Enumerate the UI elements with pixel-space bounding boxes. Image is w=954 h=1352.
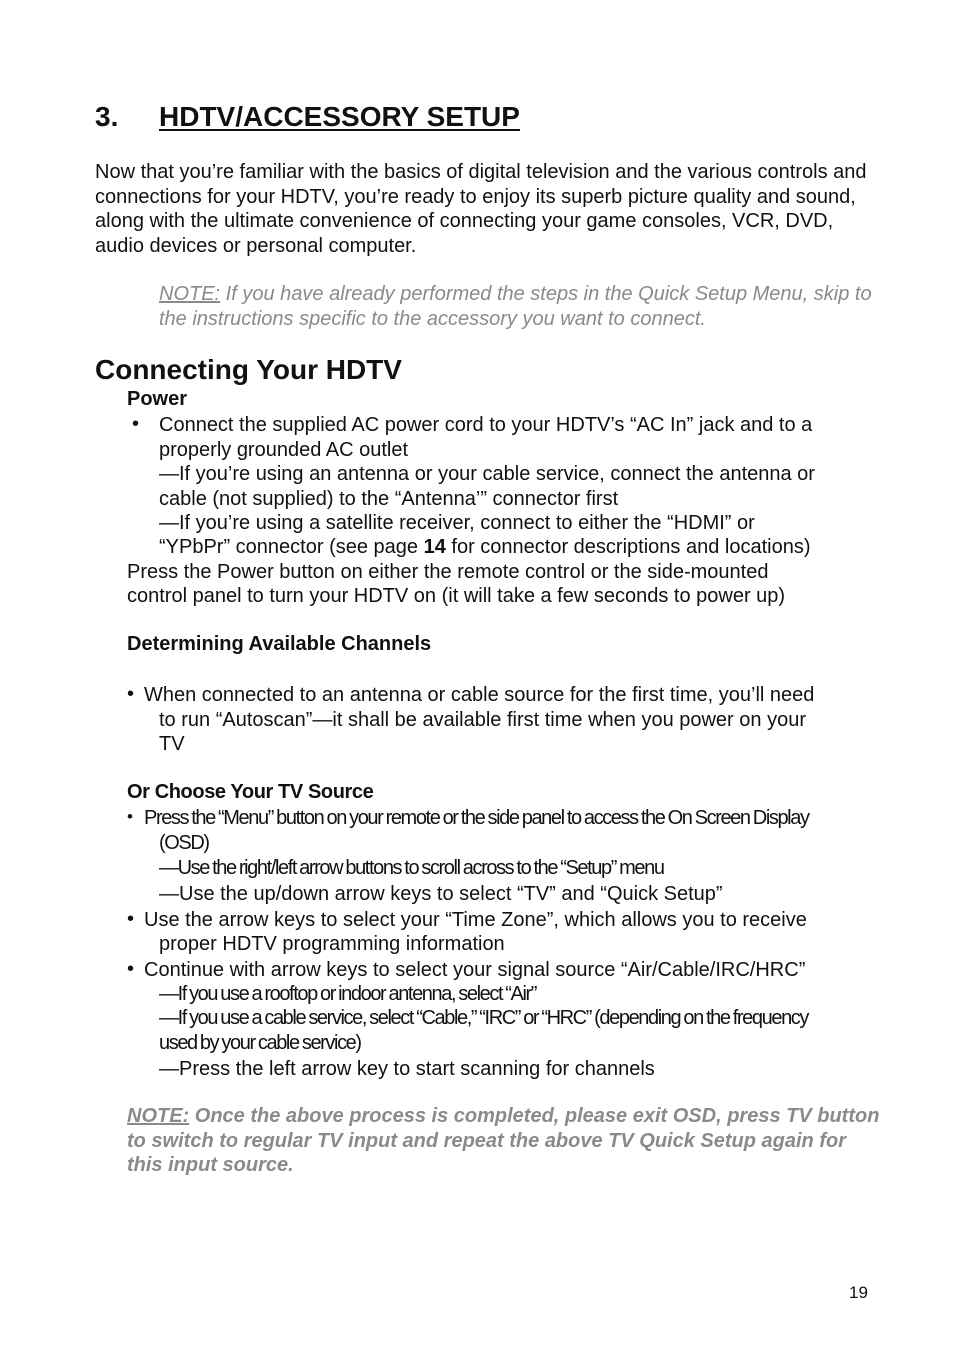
- page-reference: 14: [423, 536, 446, 558]
- press-power-line: Press the Power button on either the remote control or the side-mounted: [127, 561, 769, 583]
- power-line: —If you’re using an antenna or your cable service, connect the antenna or: [159, 463, 815, 485]
- power-heading: Power: [127, 388, 188, 410]
- bullet-icon: •: [132, 413, 140, 435]
- source-line: —Use the up/down arrow keys to select “TV” and “Quick Setup”: [159, 883, 723, 905]
- page-number: 19: [849, 1283, 868, 1302]
- note-exit-osd: [127, 1104, 887, 1178]
- bullet-icon: •: [127, 958, 135, 980]
- power-line: —If you’re using a satellite receiver, connect to either the “HDMI” or: [159, 512, 755, 534]
- power-line: cable (not supplied) to the “Antenna’” connector first: [159, 488, 619, 510]
- chapter-title: [95, 101, 520, 133]
- source-line: —Use the right/left arrow buttons to scroll across to the “Setup” menu: [159, 857, 664, 879]
- signal-source-line: —If you use a cable service, select “Cable,” “IRC” or “HRC” (depending on the frequency: [159, 1007, 808, 1029]
- bullet-icon: •: [127, 908, 135, 930]
- note-label: NOTE:: [127, 1105, 190, 1127]
- channels-line: to run “Autoscan”—it shall be available first time when you power on your: [159, 709, 806, 731]
- source-heading: Or Choose Your TV Source: [127, 781, 374, 803]
- bullet-icon: •: [127, 683, 135, 705]
- note-text: Once the above process is completed, please exit OSD, press TV button to switch to regular TV input and repeat the above TV Quick Setup again for this input source.: [127, 1105, 880, 1176]
- signal-source-line: used by your cable service): [159, 1032, 361, 1054]
- channels-line: TV: [159, 733, 185, 755]
- bullet-icon: •: [127, 807, 133, 826]
- signal-source-line: Continue with arrow keys to select your signal source “Air/Cable/IRC/HRC”: [144, 959, 806, 981]
- channels-heading: Determining Available Channels: [127, 633, 432, 655]
- time-zone-line: proper HDTV programming information: [159, 933, 505, 955]
- source-line: Press the “Menu” button on your remote or the side panel to access the On Screen Display: [144, 807, 809, 829]
- chapter-title-text: HDTV/ACCESSORY SETUP: [159, 101, 520, 132]
- note-quick-setup: [159, 282, 879, 331]
- signal-source-line: —Press the left arrow key to start scanning for channels: [159, 1058, 655, 1080]
- source-line: (OSD): [159, 832, 209, 854]
- channels-line: When connected to an antenna or cable source for the first time, you’ll need: [144, 684, 815, 706]
- time-zone-line: Use the arrow keys to select your “Time Zone”, which allows you to receive: [144, 909, 807, 931]
- section-title: Connecting Your HDTV: [95, 354, 402, 385]
- power-line: Connect the supplied AC power cord to your HDTV’s “AC In” jack and to a: [159, 414, 813, 436]
- power-line: properly grounded AC outlet: [159, 439, 409, 461]
- press-power-line: control panel to turn your HDTV on (it will take a few seconds to power up): [127, 585, 786, 607]
- signal-source-line: —If you use a rooftop or indoor antenna, select “Air”: [159, 983, 537, 1005]
- note-label: NOTE:: [159, 283, 221, 305]
- chapter-number: 3.: [95, 101, 119, 132]
- power-line-page-ref: “YPbPr” connector (see page 14 for connector descriptions and locations): [159, 536, 811, 558]
- note-text: If you have already performed the steps in the Quick Setup Menu, skip to the instructions specific to the accessory you want to connect.: [159, 283, 872, 330]
- intro-paragraph: Now that you’re familiar with the basics of digital television and the various controls and connections for your HDTV, you’re ready to enjoy its superb picture quality and sound, along with the ultimate convenience of connecting your game consoles, VCR, DVD, audio devices or personal computer.: [95, 161, 867, 257]
